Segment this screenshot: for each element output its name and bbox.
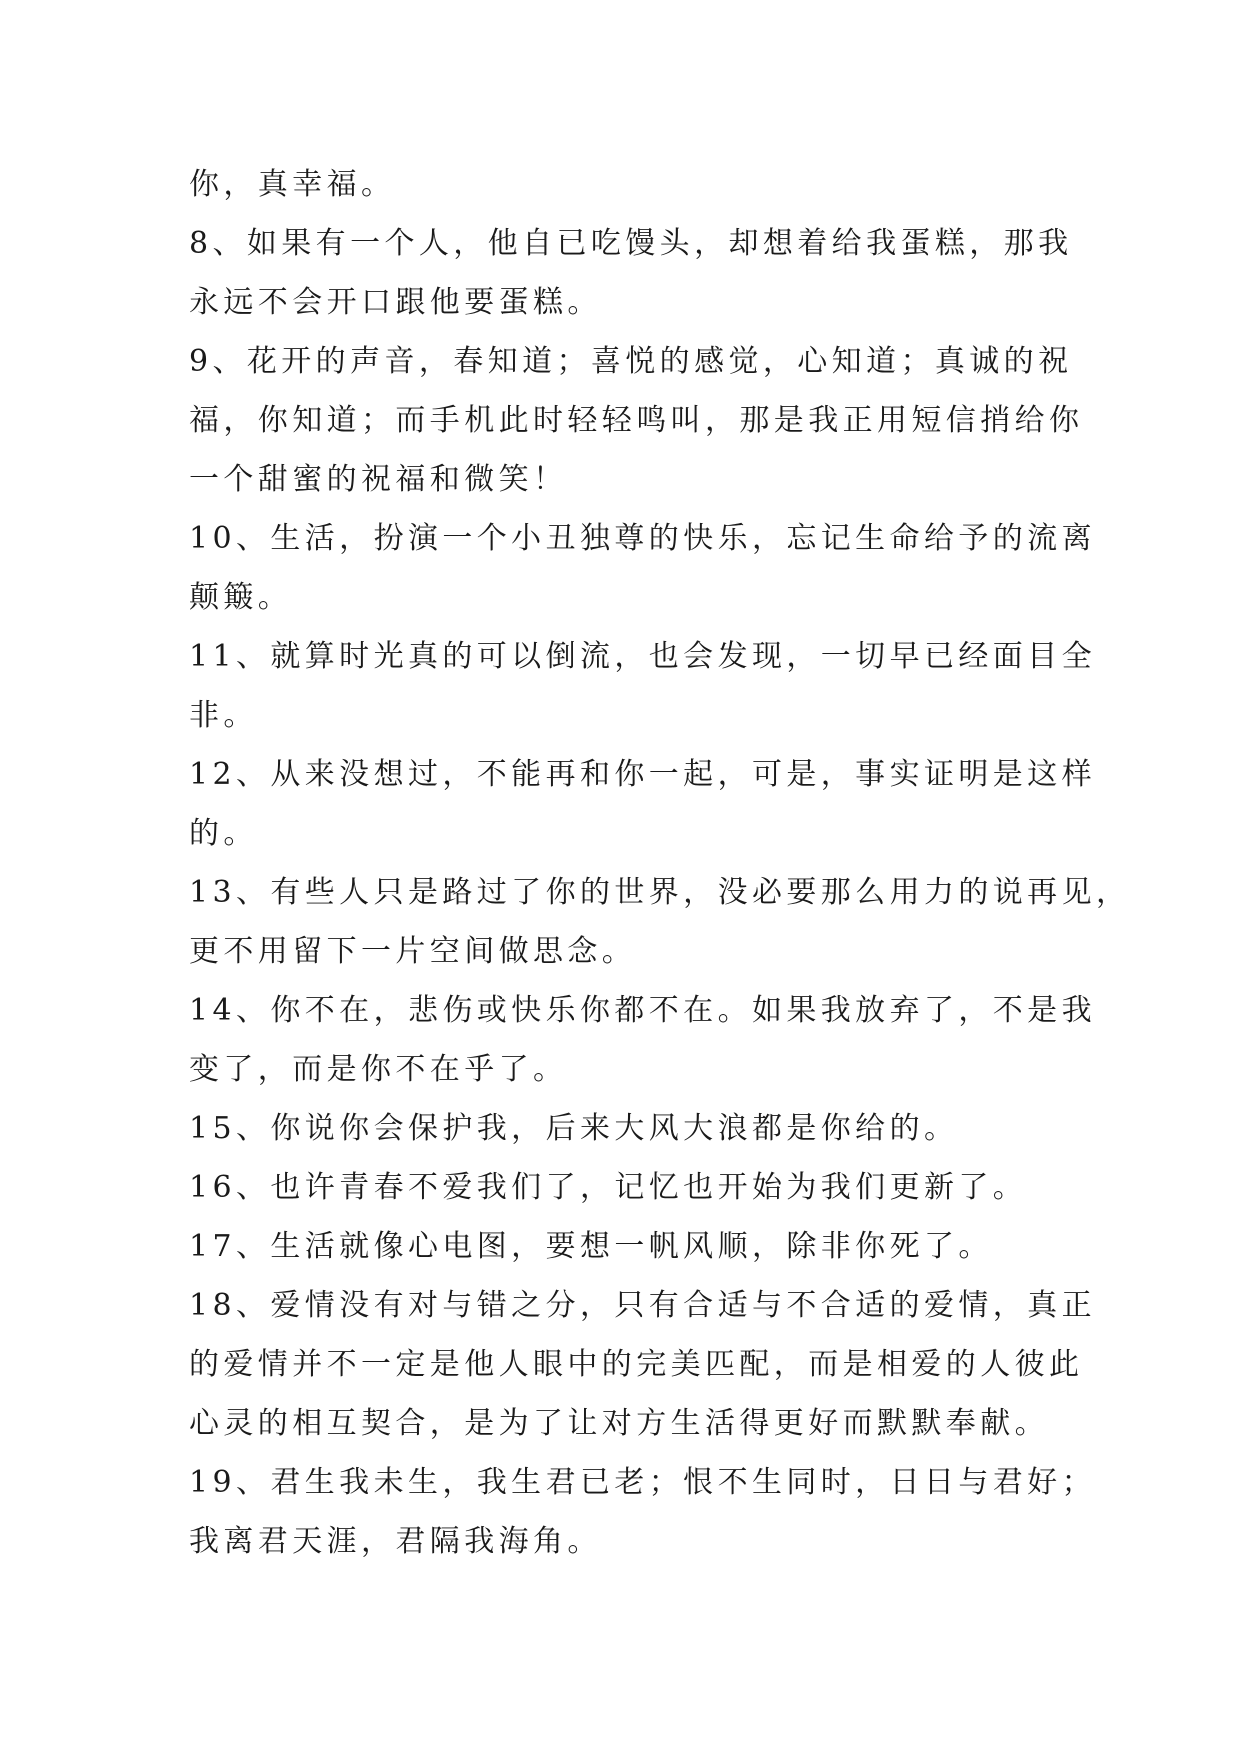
text-line: 18、爱情没有对与错之分，只有合适与不合适的爱情，真正 xyxy=(189,1288,1096,1323)
text-line: 非。 xyxy=(189,698,258,733)
text-line: 变了，而是你不在乎了。 xyxy=(189,1052,568,1087)
text-line: 10、生活，扮演一个小丑独尊的快乐，忘记生命给予的流离 xyxy=(189,521,1096,556)
text-line: 永远不会开口跟他要蛋糕。 xyxy=(189,285,602,320)
text-line: 8、如果有一个人，他自已吃馒头，却想着给我蛋糕，那我 xyxy=(189,226,1073,261)
text-line: 颠簸。 xyxy=(189,580,293,615)
text-line: 更不用留下一片空间做思念。 xyxy=(189,934,637,969)
text-line: 15、你说你会保护我，后来大风大浪都是你给的。 xyxy=(189,1111,959,1146)
text-line: 心灵的相互契合，是为了让对方生活得更好而默默奉献。 xyxy=(189,1406,1049,1441)
text-line: 你，真幸福。 xyxy=(189,167,396,202)
text-line: 17、生活就像心电图，要想一帆风顺，除非你死了。 xyxy=(189,1229,993,1264)
text-line: 我离君天涯，君隔我海角。 xyxy=(189,1524,602,1559)
text-line: 一个甜蜜的祝福和微笑！ xyxy=(189,462,568,497)
text-line: 11、就算时光真的可以倒流，也会发现，一切早已经面目全 xyxy=(189,639,1096,674)
text-line: 福，你知道；而手机此时轻轻鸣叫，那是我正用短信捎给你 xyxy=(189,403,1084,438)
text-line: 的爱情并不一定是他人眼中的完美匹配，而是相爱的人彼此 xyxy=(189,1347,1084,1382)
text-line: 14、你不在，悲伤或快乐你都不在。如果我放弃了，不是我 xyxy=(189,993,1096,1028)
text-line: 9、花开的声音，春知道；喜悦的感觉，心知道；真诚的祝 xyxy=(189,344,1073,379)
text-line: 13、有些人只是路过了你的世界，没必要那么用力的说再见， xyxy=(189,875,1131,910)
text-line: 12、从来没想过，不能再和你一起，可是，事实证明是这样 xyxy=(189,757,1096,792)
text-line: 16、也许青春不爱我们了，记忆也开始为我们更新了。 xyxy=(189,1170,1028,1205)
text-line: 19、君生我未生，我生君已老；恨不生同时，日日与君好； xyxy=(189,1465,1096,1500)
text-line: 的。 xyxy=(189,816,258,851)
document-body xyxy=(189,155,1131,1571)
